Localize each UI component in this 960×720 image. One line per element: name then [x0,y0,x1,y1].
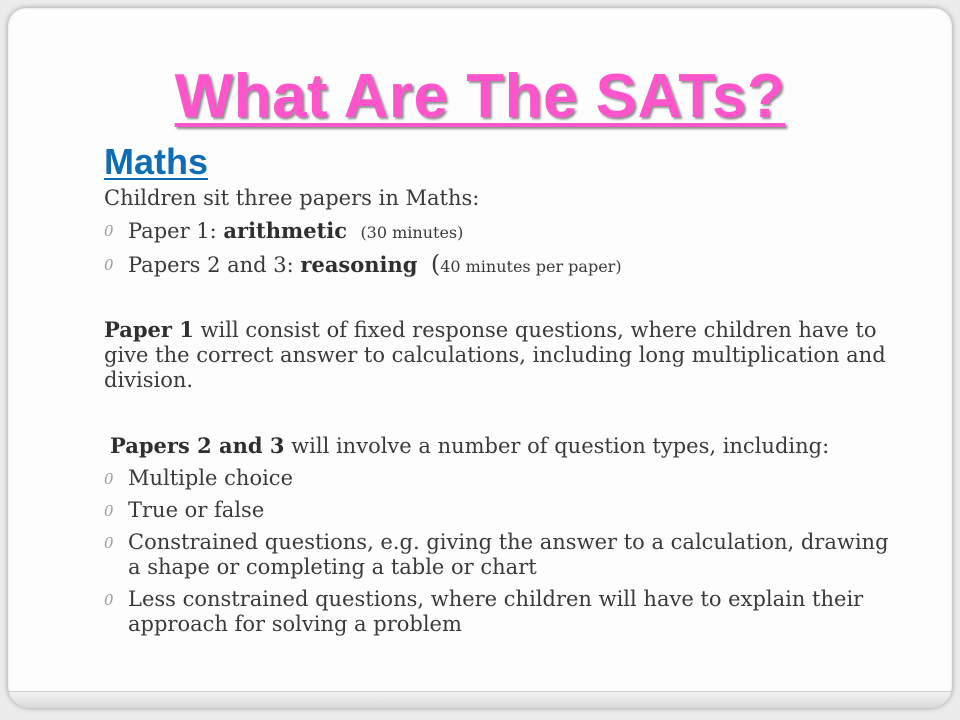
papers-list [104,218,904,279]
paper1-paragraph [104,317,904,393]
slide [8,8,952,708]
intro-text: Children sit three papers in Maths: [104,186,480,210]
papers23-paragraph [104,433,904,459]
bullet-marker: 0 [104,256,114,274]
section-heading: Maths [104,141,209,182]
paper1-label: Paper 1 [104,317,194,342]
spacer [417,253,430,277]
bullet-marker: 0 [104,591,114,609]
paper-name: reasoning [300,252,418,277]
bullet-marker: 0 [104,502,114,520]
slide-content [104,140,904,637]
bullet-marker: 0 [104,534,114,552]
papers23-label: Papers 2 and 3 [110,433,285,458]
open-paren: ( [430,250,441,278]
question-type: Multiple choice [128,466,293,490]
paper-duration: (30 minutes) [360,223,464,242]
list-item [104,498,904,523]
bullet-marker: 0 [104,222,114,240]
question-type: Constrained questions, e.g. giving the answer to a calculation, drawing a shape or completing a table or chart [128,530,889,579]
papers23-description: will involve a number of question types, including: [284,434,830,458]
paper-prefix: Papers 2 and 3: [128,253,301,277]
paper-name: arithmetic [223,218,348,243]
list-item [104,466,904,491]
spacer [347,219,360,243]
question-types-list [104,466,904,637]
paper1-description: will consist of fixed response questions, where children have to give the correct answer to calculations, including long multiplication and division. [104,318,886,392]
question-type: Less constrained questions, where children will have to explain their approach for solving a problem [128,587,864,636]
paper-duration: 40 minutes per paper) [440,257,622,276]
list-item [104,218,904,245]
list-item [104,252,904,279]
slide-title: What Are The SATs? [174,62,786,131]
list-item [104,530,904,580]
slide-bottom-edge [8,691,952,708]
list-item [104,587,904,637]
paper-prefix: Paper 1: [128,219,224,243]
bullet-marker: 0 [104,470,114,488]
question-type: True or false [128,498,265,522]
